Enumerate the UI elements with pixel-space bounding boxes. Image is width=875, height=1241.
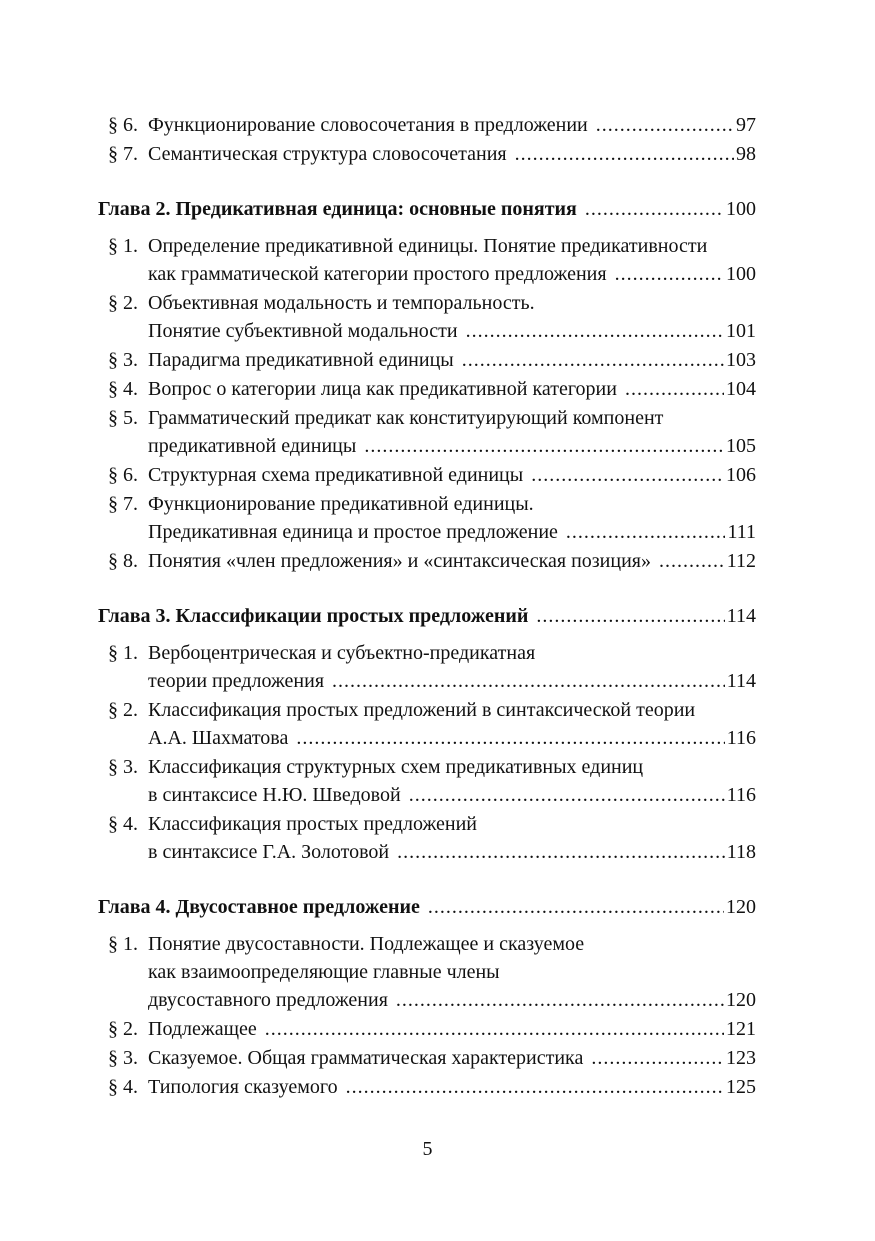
section-title-line: как грамматической категории простого предложения (148, 263, 607, 285)
section-number: § 1. (108, 642, 138, 664)
dot-leader (615, 260, 724, 288)
section-title-line: в синтаксисе Г.А. Золотовой (148, 841, 390, 863)
section-page-number: 125 (726, 1076, 756, 1098)
page-number: 5 (422, 1138, 433, 1160)
section-page-number: 105 (726, 435, 756, 457)
toc-section-entry (98, 753, 756, 809)
dot-leader (585, 195, 724, 223)
toc-section-entry (98, 289, 756, 345)
dot-leader (591, 1044, 724, 1072)
section-title-line: Классификация структурных схем предикативных единиц (148, 756, 644, 778)
section-number: § 6. (108, 114, 138, 136)
section-page-number: 101 (726, 320, 756, 342)
section-title-line: теории предложения (148, 670, 325, 692)
dot-leader (536, 602, 724, 630)
section-number: § 3. (108, 756, 138, 778)
dot-leader (332, 667, 725, 695)
dot-leader (566, 518, 726, 546)
section-page-number: 97 (736, 114, 756, 136)
toc-chapter-heading (98, 602, 756, 630)
section-page-number: 116 (726, 727, 756, 749)
section-number: § 3. (108, 1047, 138, 1069)
section-page-number: 103 (726, 349, 756, 371)
dot-leader (466, 317, 724, 345)
table-of-contents (98, 111, 756, 1102)
section-title-line: как взаимоопределяющие главные члены (148, 961, 500, 983)
chapter-page-number: 114 (726, 605, 756, 627)
section-page-number: 121 (726, 1018, 756, 1040)
toc-section-entry (98, 639, 756, 695)
section-title-line: Определение предикативной единицы. Понятие предикативности (148, 235, 708, 257)
chapter-title: Глава 4. Двусоставное предложение (98, 896, 420, 918)
toc-section-entry (98, 547, 756, 575)
dot-leader (346, 1073, 724, 1101)
section-title-line: Понятие субъективной модальности (148, 320, 458, 342)
dot-leader (397, 838, 725, 866)
dot-leader (364, 432, 724, 460)
section-page-number: 118 (726, 841, 756, 863)
section-page-number: 116 (726, 784, 756, 806)
dot-leader (296, 724, 724, 752)
section-title-line: Вербоцентрическая и субъектно-предикатная (148, 642, 536, 664)
section-title-line: в синтаксисе Н.Ю. Шведовой (148, 784, 401, 806)
chapter-page-number: 120 (726, 896, 756, 918)
section-number: § 5. (108, 407, 138, 429)
section-page-number: 112 (726, 550, 756, 572)
section-title-line: Грамматический предикат как конституирующий компонент (148, 407, 664, 429)
dot-leader (596, 111, 734, 139)
toc-section-entry (98, 1044, 756, 1072)
toc-section-entry (98, 232, 756, 288)
section-title-line: Сказуемое. Общая грамматическая характеристика (148, 1047, 584, 1069)
dot-leader (462, 346, 724, 374)
section-number: § 6. (108, 464, 138, 486)
section-title-line: Классификация простых предложений (148, 813, 477, 835)
section-page-number: 98 (736, 143, 756, 165)
toc-section-entry (98, 1015, 756, 1043)
dot-leader (409, 781, 725, 809)
section-number: § 3. (108, 349, 138, 371)
section-number: § 7. (108, 493, 138, 515)
toc-section-entry (98, 696, 756, 752)
dot-leader (396, 986, 724, 1014)
section-title-line: Объективная модальность и темпоральность. (148, 292, 535, 314)
section-title-line: предикативной единицы (148, 435, 357, 457)
toc-chapter-heading (98, 195, 756, 223)
toc-section-entry (98, 490, 756, 546)
toc-section-entry (98, 1073, 756, 1101)
section-page-number: 104 (726, 378, 756, 400)
section-title-line: Вопрос о категории лица как предикативной категории (148, 378, 617, 400)
section-number: § 2. (108, 699, 138, 721)
section-number: § 7. (108, 143, 138, 165)
toc-section-entry (98, 140, 756, 168)
dot-leader (515, 140, 734, 168)
section-title-line: Функционирование предикативной единицы. (148, 493, 534, 515)
section-number: § 4. (108, 813, 138, 835)
section-title-line: Семантическая структура словосочетания (148, 143, 507, 165)
section-number: § 8. (108, 550, 138, 572)
section-title-line: А.А. Шахматова (148, 727, 289, 749)
toc-chapter-heading (98, 893, 756, 921)
section-title-line: двусоставного предложения (148, 989, 388, 1011)
section-title-line: Парадигма предикативной единицы (148, 349, 454, 371)
toc-section-entry (98, 111, 756, 139)
dot-leader (428, 893, 724, 921)
section-number: § 1. (108, 933, 138, 955)
toc-section-entry (98, 930, 756, 1014)
dot-leader (625, 375, 724, 403)
toc-section-entry (98, 404, 756, 460)
toc-section-entry (98, 375, 756, 403)
section-title-line: Структурная схема предикативной единицы (148, 464, 524, 486)
section-number: § 4. (108, 1076, 138, 1098)
section-number: § 1. (108, 235, 138, 257)
section-title-line: Понятия «член предложения» и «синтаксическая позиция» (148, 550, 651, 572)
section-page-number: 100 (726, 263, 756, 285)
chapter-title: Глава 2. Предикативная единица: основные понятия (98, 198, 577, 220)
dot-leader (659, 547, 725, 575)
section-number: § 2. (108, 292, 138, 314)
section-page-number: 120 (726, 989, 756, 1011)
section-title-line: Предикативная единица и простое предложение (148, 521, 558, 543)
section-title-line: Подлежащее (148, 1018, 257, 1040)
toc-section-entry (98, 461, 756, 489)
chapter-title: Глава 3. Классификации простых предложений (98, 605, 529, 627)
section-number: § 2. (108, 1018, 138, 1040)
section-number: § 4. (108, 378, 138, 400)
dot-leader (265, 1015, 724, 1043)
section-page-number: 106 (726, 464, 756, 486)
section-title-line: Функционирование словосочетания в предложении (148, 114, 588, 136)
section-page-number: 123 (726, 1047, 756, 1069)
toc-section-entry (98, 346, 756, 374)
chapter-page-number: 100 (726, 198, 756, 220)
section-page-number: 114 (726, 670, 756, 692)
section-page-number: 111 (727, 521, 756, 543)
toc-section-entry (98, 810, 756, 866)
section-title-line: Классификация простых предложений в синтаксической теории (148, 699, 696, 721)
dot-leader (531, 461, 724, 489)
section-title-line: Понятие двусоставности. Подлежащее и сказуемое (148, 933, 585, 955)
section-title-line: Типология сказуемого (148, 1076, 338, 1098)
